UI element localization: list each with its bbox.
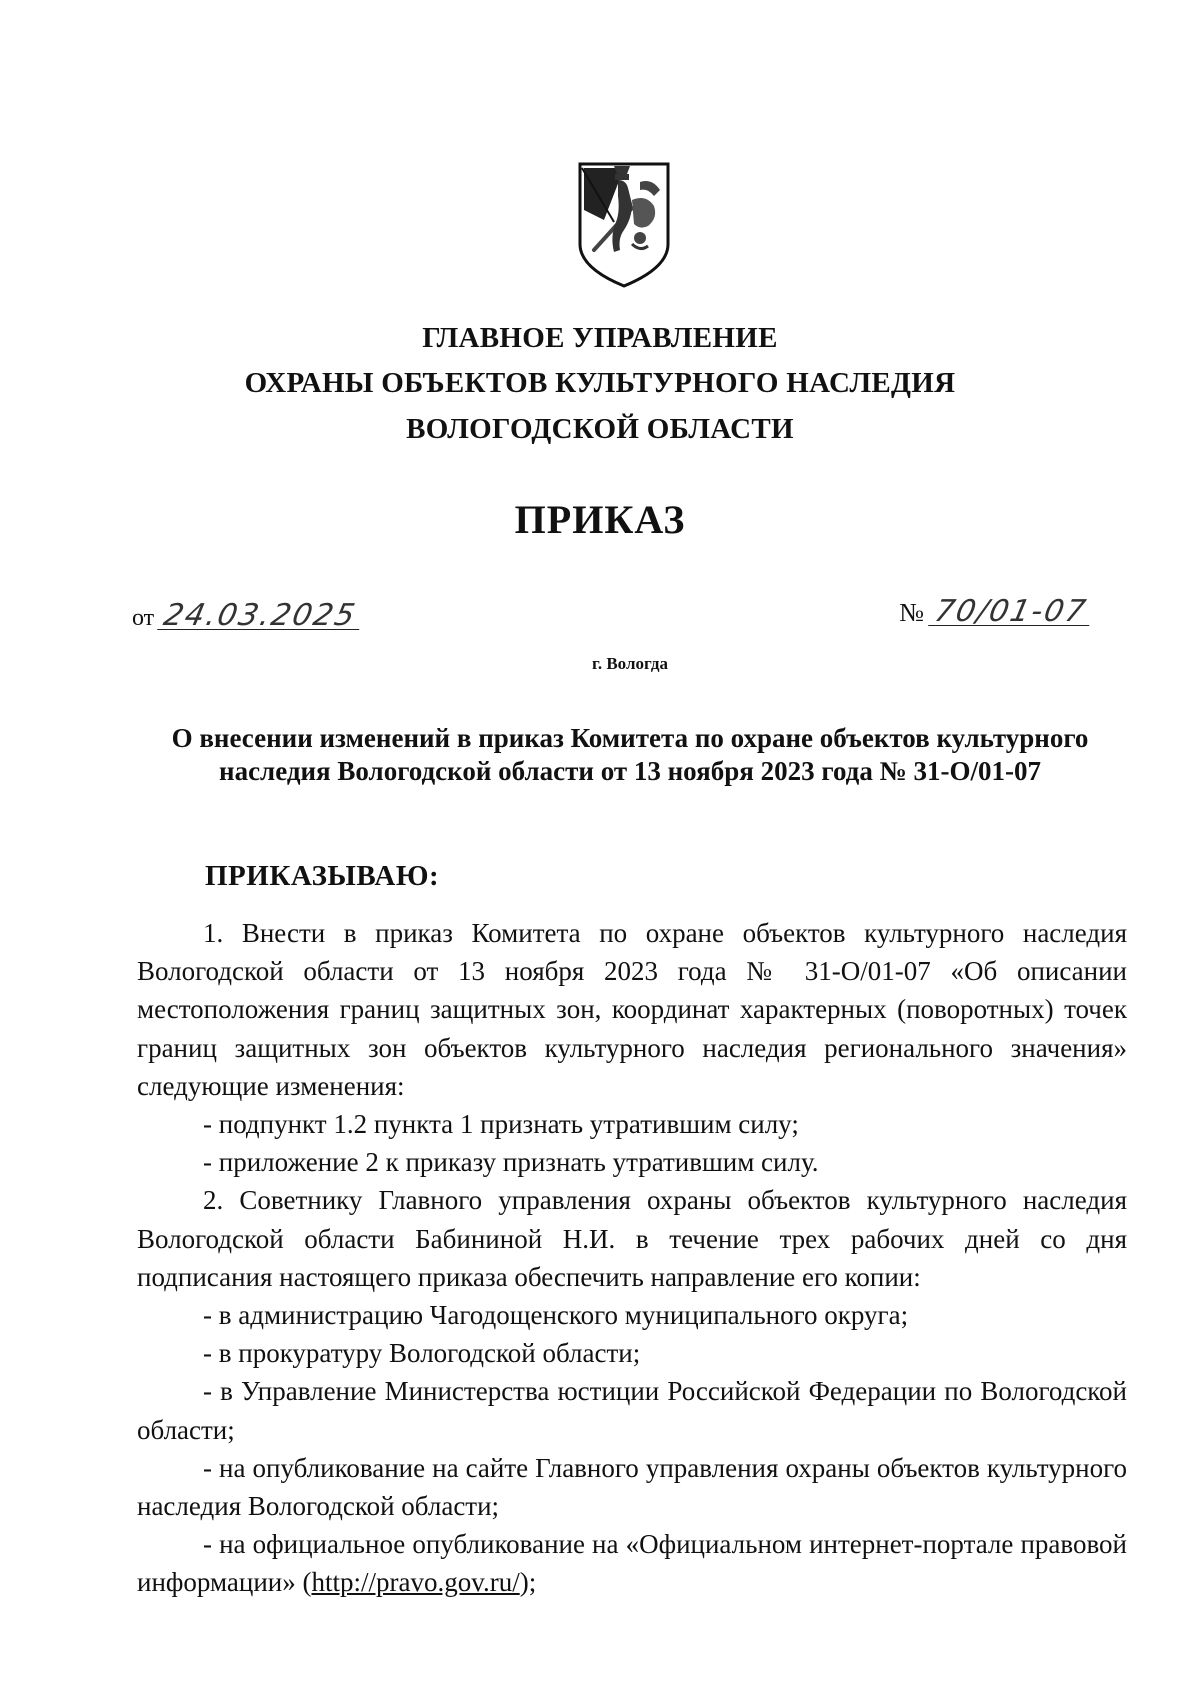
date-value: 24.03.2025 [157, 603, 365, 630]
number-field [899, 594, 1092, 629]
document-body [137, 914, 1127, 1602]
coat-of-arms-icon [574, 160, 674, 290]
city-label: г. Вологда [592, 654, 668, 673]
list-item: - в Управление Министерства юстиции Российской Федерации по Вологодской области; [137, 1376, 1127, 1445]
document-type-title: ПРИКАЗ [514, 497, 686, 542]
document-subject: О внесении изменений в приказ Комитета по охране объектов культурного наследия Вологодской области от 13 ноября 2023 года № 31-О/01-07 [171, 723, 1089, 786]
list-item-portal [137, 1525, 1127, 1601]
authority-name-line-2: ОХРАНЫ ОБЪЕКТОВ КУЛЬТУРНОГО НАСЛЕДИЯ [244, 367, 956, 399]
order-keyword: ПРИКАЗЫВАЮ: [205, 860, 440, 892]
portal-text-after: ); [519, 1567, 537, 1598]
list-item: - в администрацию Чагодощенского муниципального округа; [203, 1300, 909, 1331]
portal-text-before: - на официальное опубликование на «Официальном интернет-портале правовой информации» ( [137, 1529, 1127, 1598]
paragraph-1: 1. Внести в приказ Комитета по охране объектов культурного наследия Вологодской области от 13 ноября 2023 года № 31-О/01-07 «Об описании местоположения границ защитных зон, координат характерных (поворотных) точек границ защитных зон объектов культурного наследия регионального значения» следующие изменения: [137, 918, 1127, 1101]
date-prefix: от [132, 605, 155, 631]
list-item: - на опубликование на сайте Главного управления охраны объектов культурного наследия Вологодской области; [137, 1452, 1127, 1522]
date-field [132, 598, 362, 633]
authority-name-line-1: ГЛАВНОЕ УПРАВЛЕНИЕ [422, 322, 778, 354]
number-prefix: № [899, 598, 925, 627]
authority-name-line-3: ВОЛОГОДСКОЙ ОБЛАСТИ [406, 413, 794, 445]
list-item: - подпункт 1.2 пункта 1 признать утратившим силу; [203, 1109, 799, 1140]
portal-link[interactable]: http://pravo.gov.ru/ [311, 1567, 520, 1598]
number-value: 70/01-07 [928, 599, 1095, 626]
list-item: - приложение 2 к приказу признать утратившим силу. [203, 1147, 819, 1178]
paragraph-2: 2. Советнику Главного управления охраны объектов культурного наследия Вологодской области Бабининой Н.И. в течение трех рабочих дней со дня подписания настоящего приказа обеспечить направление его копии: [137, 1185, 1127, 1292]
list-item: - в прокуратуру Вологодской области; [203, 1338, 641, 1369]
